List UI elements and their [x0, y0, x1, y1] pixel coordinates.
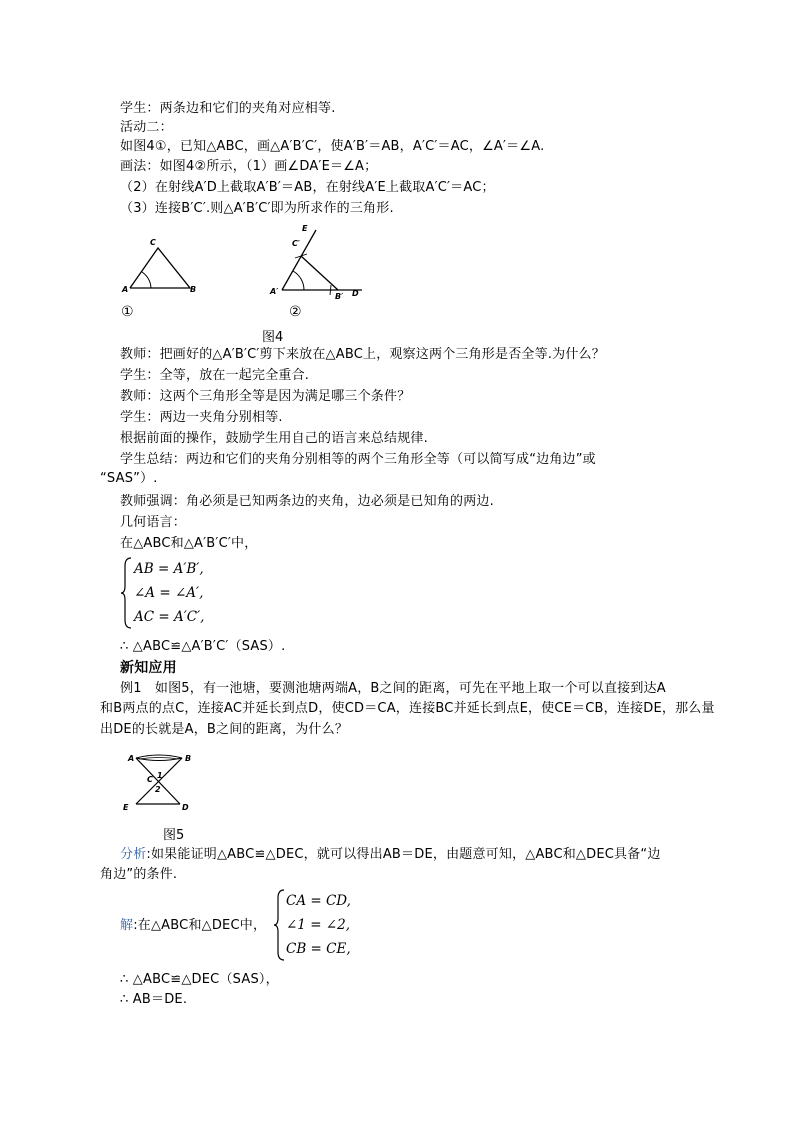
line-conclusion-1: ∴ △ABC≌△A′B′C′（SAS）. [120, 639, 286, 654]
solution-text: :在△ABC和△DEC中， [133, 918, 267, 933]
fig4-label-d: D [352, 289, 359, 298]
fig5-label-2: 2 [155, 785, 161, 794]
figure-5-pond [120, 750, 200, 820]
fig4-label-c-prime: C′ [292, 239, 300, 248]
fig4-marker-2: ② [289, 304, 302, 320]
fig4-caption: 图4 [262, 330, 284, 345]
line-student-2: 学生：全等，放在一起完全重合. [120, 368, 310, 383]
section-heading: 新知应用 [120, 660, 177, 676]
brace-1 [120, 556, 134, 630]
fig5-caption: 图5 [163, 828, 185, 843]
line-teacher-1: 教师：把画好的△A′B′C′剪下来放在△ABC上，观察这两个三角形是否全等.为什么？ [120, 347, 605, 362]
solution-line [120, 917, 266, 935]
fig4-label-e: E [302, 224, 308, 233]
line-in-triangles: 在△ABC和△A′B′C′中， [120, 536, 258, 551]
fig5-label-e: E [123, 803, 129, 812]
solution-conclusion-1: ∴ △ABC≌△DEC（SAS）， [120, 972, 279, 987]
line-student-1: 学生：两条边和它们的夹角对应相等. [120, 101, 336, 116]
line-geometry-language: 几何语言： [120, 515, 187, 530]
line-teacher-2: 教师：这两个三角形全等是因为满足哪三个条件？ [120, 389, 411, 404]
system2-eq-2: ∠1 = ∠2, [286, 917, 350, 933]
system1-eq-1: AB = A′B′, [134, 561, 204, 577]
fig4-label-b: B [190, 285, 197, 294]
fig4-label-a: A [122, 285, 129, 294]
line-method-1: 画法：如图4②所示，（1）画∠DA′E＝∠A； [120, 159, 378, 174]
line-summary-prompt: 根据前面的操作，鼓励学生用自己的语言来总结规律. [120, 431, 428, 446]
fig5-label-d: D [182, 803, 189, 812]
line-summary-b: “SAS”）. [100, 471, 158, 486]
analysis-label: 分析 [120, 847, 147, 862]
line-method-2: （2）在射线A′D上截取A′B′＝AB，在射线A′E上截取A′C′＝AC； [120, 180, 495, 195]
fig4-label-a-prime: A′ [270, 287, 279, 296]
example-1-line-c: 出DE的长就是A，B之间的距离，为什么？ [100, 722, 349, 737]
figure-4-left-triangle [120, 232, 210, 302]
line-task: 如图4①，已知△ABC，画△A′B′C′，使A′B′＝AB，A′C′＝AC，∠A′＝∠A. [120, 139, 545, 154]
fig4-label-c: C [150, 238, 156, 247]
system1-eq-3: AC = A′C′, [134, 609, 205, 625]
analysis-line-a [120, 846, 661, 864]
fig4-label-b-prime: B′ [335, 292, 344, 301]
example-1-line-b: 和B两点的点C，连接AC并延长到点D，使CD＝CA，连接BC并延长到点E，使CE＝CB，连接DE，那么量 [100, 701, 715, 716]
brace-2 [273, 888, 287, 962]
system2-eq-3: CB = CE, [286, 941, 351, 957]
fig5-label-a: A [128, 754, 135, 763]
figure-4-right-construction [268, 222, 378, 302]
example-1-line-a: 例1 如图5，有一池塘，要测池塘两端A，B之间的距离，可先在平地上取一个可以直接到达A [120, 681, 666, 696]
fig5-label-1: 1 [157, 771, 163, 780]
fig4-marker-1: ① [121, 304, 134, 320]
system2-eq-1: CA = CD, [286, 893, 351, 909]
line-student-3: 学生：两边一夹角分别相等. [120, 410, 283, 425]
line-activity-2: 活动二： [120, 120, 173, 135]
system1-eq-2: ∠A = ∠A′, [134, 585, 204, 601]
analysis-line-b: 角边”的条件. [100, 867, 178, 882]
analysis-text: :如果能证明△ABC≌△DEC，就可以得出AB＝DE，由题意可知，△ABC和△DEC具备“边 [146, 847, 661, 862]
line-emphasis: 教师强调：角必须是已知两条边的夹角，边必须是已知角的两边. [120, 494, 494, 509]
line-method-3: （3）连接B′C′.则△A′B′C′即为所求作的三角形. [120, 201, 394, 216]
fig5-label-c: C [147, 775, 153, 784]
solution-conclusion-2: ∴ AB＝DE. [120, 992, 188, 1007]
fig5-label-b: B [185, 754, 192, 763]
line-summary-a: 学生总结：两边和它们的夹角分别相等的两个三角形全等（可以简写成“边角边”或 [120, 452, 596, 467]
solution-label: 解 [120, 918, 134, 933]
